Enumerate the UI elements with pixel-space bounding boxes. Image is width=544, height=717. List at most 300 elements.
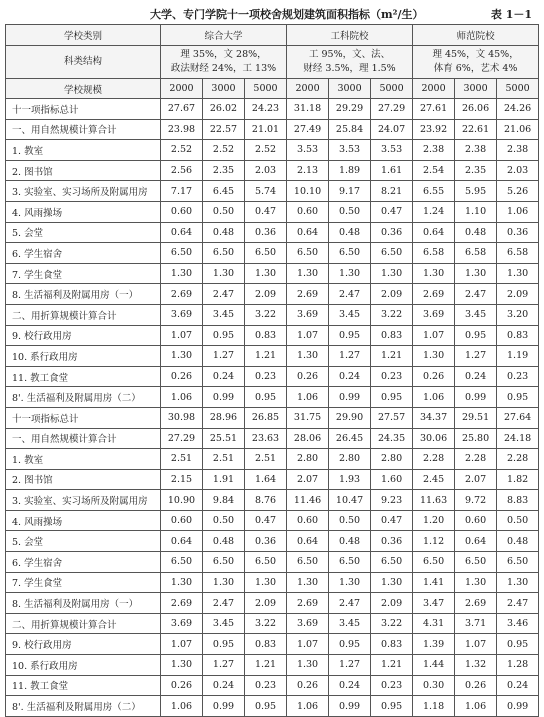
value-cell: 9.72 <box>455 490 497 511</box>
header-row-structure <box>6 46 539 79</box>
value-cell: 2.09 <box>245 284 287 305</box>
value-cell: 2.69 <box>161 593 203 614</box>
value-cell: 0.64 <box>455 531 497 552</box>
value-cell: 0.50 <box>497 510 539 531</box>
value-cell: 1.32 <box>455 655 497 676</box>
value-cell: 2.03 <box>497 160 539 181</box>
value-cell: 0.99 <box>203 387 245 408</box>
value-cell: 2.80 <box>329 449 371 470</box>
table-row <box>6 366 539 387</box>
value-cell: 5.74 <box>245 181 287 202</box>
value-cell: 21.01 <box>245 119 287 140</box>
group-header: 综合大学 <box>161 25 287 46</box>
table-row <box>6 531 539 552</box>
value-cell: 29.90 <box>329 407 371 428</box>
value-cell: 1.30 <box>497 263 539 284</box>
value-cell: 1.30 <box>245 572 287 593</box>
value-cell: 3.53 <box>287 140 329 161</box>
value-cell: 0.95 <box>497 634 539 655</box>
value-cell: 0.26 <box>455 675 497 696</box>
row-label: 二、用折算规模计算合计 <box>6 304 161 325</box>
value-cell: 28.96 <box>203 407 245 428</box>
value-cell: 5.26 <box>497 181 539 202</box>
value-cell: 1.20 <box>413 510 455 531</box>
value-cell: 0.36 <box>245 531 287 552</box>
value-cell: 1.41 <box>413 572 455 593</box>
value-cell: 0.48 <box>329 222 371 243</box>
value-cell: 4.31 <box>413 613 455 634</box>
value-cell: 6.55 <box>413 181 455 202</box>
value-cell: 10.10 <box>287 181 329 202</box>
value-cell: 1.61 <box>371 160 413 181</box>
value-cell: 2.09 <box>245 593 287 614</box>
value-cell: 2.47 <box>329 593 371 614</box>
value-cell: 2.51 <box>203 449 245 470</box>
value-cell: 25.84 <box>329 119 371 140</box>
scale-cell: 3000 <box>455 79 497 99</box>
table-row <box>6 490 539 511</box>
value-cell: 0.36 <box>371 222 413 243</box>
value-cell: 2.15 <box>161 469 203 490</box>
value-cell: 0.50 <box>203 510 245 531</box>
value-cell: 0.64 <box>161 531 203 552</box>
value-cell: 27.29 <box>371 99 413 120</box>
value-cell: 1.27 <box>329 346 371 367</box>
value-cell: 1.19 <box>497 346 539 367</box>
value-cell: 6.45 <box>203 181 245 202</box>
value-cell: 1.39 <box>413 634 455 655</box>
value-cell: 6.50 <box>203 552 245 573</box>
value-cell: 24.18 <box>497 428 539 449</box>
value-cell: 1.30 <box>413 346 455 367</box>
value-cell: 1.89 <box>329 160 371 181</box>
structure-cell <box>413 46 539 79</box>
value-cell: 23.92 <box>413 119 455 140</box>
row-label: 十一项指标总计 <box>6 99 161 120</box>
value-cell: 1.06 <box>161 696 203 717</box>
table-row <box>6 510 539 531</box>
value-cell: 3.45 <box>329 613 371 634</box>
value-cell: 1.30 <box>203 572 245 593</box>
value-cell: 1.21 <box>245 346 287 367</box>
value-cell: 1.30 <box>161 572 203 593</box>
value-cell: 0.26 <box>161 366 203 387</box>
value-cell: 2.52 <box>203 140 245 161</box>
value-cell: 1.07 <box>161 325 203 346</box>
area-index-table <box>5 24 539 717</box>
value-cell: 25.80 <box>455 428 497 449</box>
value-cell: 3.69 <box>287 613 329 634</box>
value-cell: 1.21 <box>371 655 413 676</box>
value-cell: 1.30 <box>455 572 497 593</box>
value-cell: 27.49 <box>287 119 329 140</box>
value-cell: 0.23 <box>245 675 287 696</box>
value-cell: 2.80 <box>287 449 329 470</box>
value-cell: 6.50 <box>455 552 497 573</box>
value-cell: 6.50 <box>161 552 203 573</box>
value-cell: 0.99 <box>497 696 539 717</box>
value-cell: 25.51 <box>203 428 245 449</box>
value-cell: 0.95 <box>329 325 371 346</box>
table-row <box>6 304 539 325</box>
value-cell: 30.06 <box>413 428 455 449</box>
value-cell: 1.30 <box>203 263 245 284</box>
value-cell: 21.06 <box>497 119 539 140</box>
value-cell: 24.23 <box>245 99 287 120</box>
value-cell: 0.99 <box>455 387 497 408</box>
value-cell: 1.06 <box>287 387 329 408</box>
table-row <box>6 675 539 696</box>
value-cell: 0.48 <box>203 222 245 243</box>
scale-cell: 5000 <box>371 79 413 99</box>
value-cell: 3.69 <box>413 304 455 325</box>
value-cell: 3.22 <box>245 304 287 325</box>
value-cell: 2.28 <box>413 449 455 470</box>
value-cell: 31.75 <box>287 407 329 428</box>
value-cell: 1.60 <box>371 469 413 490</box>
value-cell: 27.29 <box>161 428 203 449</box>
value-cell: 0.83 <box>245 634 287 655</box>
value-cell: 1.06 <box>287 696 329 717</box>
value-cell: 0.23 <box>245 366 287 387</box>
value-cell: 0.60 <box>161 201 203 222</box>
table-row <box>6 552 539 573</box>
value-cell: 27.64 <box>497 407 539 428</box>
row-label: 10. 系行政用房 <box>6 655 161 676</box>
value-cell: 0.24 <box>329 366 371 387</box>
row-label: 7. 学生食堂 <box>6 263 161 284</box>
value-cell: 1.30 <box>287 346 329 367</box>
value-cell: 24.35 <box>371 428 413 449</box>
value-cell: 1.30 <box>245 263 287 284</box>
table-row <box>6 181 539 202</box>
row-label: 1. 教室 <box>6 449 161 470</box>
structure-cell <box>287 46 413 79</box>
value-cell: 2.69 <box>287 284 329 305</box>
table-row <box>6 99 539 120</box>
value-cell: 0.23 <box>497 366 539 387</box>
value-cell: 3.69 <box>161 304 203 325</box>
row-label: 8'. 生活福利及附属用房（二） <box>6 696 161 717</box>
value-cell: 6.50 <box>161 243 203 264</box>
value-cell: 3.20 <box>497 304 539 325</box>
row-label: 8. 生活福利及附属用房（一） <box>6 593 161 614</box>
row-label: 2. 图书馆 <box>6 160 161 181</box>
value-cell: 0.23 <box>371 366 413 387</box>
value-cell: 0.36 <box>497 222 539 243</box>
scale-label: 学校规模 <box>6 79 161 99</box>
value-cell: 2.80 <box>371 449 413 470</box>
value-cell: 3.22 <box>371 613 413 634</box>
value-cell: 0.95 <box>371 696 413 717</box>
value-cell: 2.47 <box>203 593 245 614</box>
value-cell: 0.47 <box>245 510 287 531</box>
value-cell: 0.95 <box>329 634 371 655</box>
row-label: 11. 教工食堂 <box>6 675 161 696</box>
value-cell: 0.24 <box>455 366 497 387</box>
value-cell: 0.95 <box>245 696 287 717</box>
row-label: 十一项指标总计 <box>6 407 161 428</box>
row-label: 二、用折算规模计算合计 <box>6 613 161 634</box>
structure-label: 科类结构 <box>6 46 161 79</box>
value-cell: 2.35 <box>203 160 245 181</box>
scale-cell: 5000 <box>497 79 539 99</box>
value-cell: 31.18 <box>287 99 329 120</box>
value-cell: 2.09 <box>371 284 413 305</box>
row-label: 5. 会堂 <box>6 531 161 552</box>
value-cell: 34.37 <box>413 407 455 428</box>
value-cell: 0.60 <box>161 510 203 531</box>
value-cell: 1.30 <box>497 572 539 593</box>
value-cell: 6.50 <box>497 552 539 573</box>
value-cell: 0.95 <box>371 387 413 408</box>
value-cell: 3.45 <box>455 304 497 325</box>
value-cell: 0.26 <box>161 675 203 696</box>
table-title: 大学、专门学院十一项校舍规划建筑面积指标（m²/生） <box>150 8 424 21</box>
value-cell: 3.46 <box>497 613 539 634</box>
value-cell: 22.57 <box>203 119 245 140</box>
scale-cell: 3000 <box>329 79 371 99</box>
table-row <box>6 696 539 717</box>
value-cell: 27.67 <box>161 99 203 120</box>
category-label: 学校类别 <box>6 25 161 46</box>
value-cell: 6.50 <box>245 552 287 573</box>
value-cell: 2.69 <box>161 284 203 305</box>
value-cell: 1.30 <box>161 346 203 367</box>
table-row <box>6 634 539 655</box>
table-row <box>6 119 539 140</box>
value-cell: 11.63 <box>413 490 455 511</box>
value-cell: 2.28 <box>455 449 497 470</box>
value-cell: 1.07 <box>455 634 497 655</box>
value-cell: 0.36 <box>371 531 413 552</box>
table-row <box>6 263 539 284</box>
value-cell: 9.23 <box>371 490 413 511</box>
value-cell: 2.52 <box>245 140 287 161</box>
value-cell: 2.13 <box>287 160 329 181</box>
value-cell: 0.24 <box>497 675 539 696</box>
value-cell: 23.63 <box>245 428 287 449</box>
scale-cell: 5000 <box>245 79 287 99</box>
value-cell: 0.99 <box>329 387 371 408</box>
value-cell: 1.30 <box>371 263 413 284</box>
value-cell: 1.30 <box>161 263 203 284</box>
table-row <box>6 243 539 264</box>
value-cell: 6.50 <box>329 552 371 573</box>
value-cell: 0.47 <box>371 510 413 531</box>
value-cell: 1.06 <box>455 696 497 717</box>
value-cell: 2.35 <box>455 160 497 181</box>
table-row <box>6 201 539 222</box>
value-cell: 1.07 <box>287 325 329 346</box>
value-cell: 0.83 <box>371 634 413 655</box>
row-label: 10. 系行政用房 <box>6 346 161 367</box>
value-cell: 6.58 <box>497 243 539 264</box>
value-cell: 2.69 <box>287 593 329 614</box>
scale-cell: 2000 <box>287 79 329 99</box>
table-caption <box>0 6 544 22</box>
value-cell: 1.30 <box>161 655 203 676</box>
value-cell: 10.90 <box>161 490 203 511</box>
value-cell: 1.07 <box>413 325 455 346</box>
value-cell: 1.27 <box>203 655 245 676</box>
value-cell: 0.26 <box>287 366 329 387</box>
value-cell: 29.51 <box>455 407 497 428</box>
value-cell: 2.03 <box>245 160 287 181</box>
value-cell: 1.64 <box>245 469 287 490</box>
structure-cell <box>161 46 287 79</box>
table-row <box>6 428 539 449</box>
value-cell: 24.26 <box>497 99 539 120</box>
row-label: 4. 风雨操场 <box>6 201 161 222</box>
value-cell: 27.57 <box>371 407 413 428</box>
value-cell: 8.76 <box>245 490 287 511</box>
value-cell: 0.95 <box>455 325 497 346</box>
value-cell: 1.30 <box>287 572 329 593</box>
value-cell: 1.28 <box>497 655 539 676</box>
value-cell: 1.27 <box>203 346 245 367</box>
value-cell: 2.09 <box>497 284 539 305</box>
value-cell: 0.64 <box>161 222 203 243</box>
row-label: 8'. 生活福利及附属用房（二） <box>6 387 161 408</box>
value-cell: 3.71 <box>455 613 497 634</box>
value-cell: 2.52 <box>161 140 203 161</box>
structure-line: 财经 3.5%，理 1.5% <box>303 63 396 74</box>
value-cell: 0.60 <box>287 201 329 222</box>
value-cell: 3.45 <box>329 304 371 325</box>
table-row <box>6 325 539 346</box>
row-label: 11. 教工食堂 <box>6 366 161 387</box>
row-label: 一、用自然规模计算合计 <box>6 428 161 449</box>
value-cell: 0.23 <box>371 675 413 696</box>
value-cell: 28.06 <box>287 428 329 449</box>
value-cell: 2.51 <box>245 449 287 470</box>
row-label: 3. 实验室、实习场所及附属用房 <box>6 490 161 511</box>
value-cell: 2.56 <box>161 160 203 181</box>
value-cell: 0.99 <box>203 696 245 717</box>
table-row <box>6 140 539 161</box>
value-cell: 1.10 <box>455 201 497 222</box>
structure-line: 政法财经 24%，工 13% <box>170 63 277 74</box>
value-cell: 0.64 <box>413 222 455 243</box>
structure-line: 理 35%，文 28%， <box>180 49 267 60</box>
value-cell: 3.53 <box>371 140 413 161</box>
value-cell: 8.21 <box>371 181 413 202</box>
value-cell: 1.06 <box>161 387 203 408</box>
table-row <box>6 572 539 593</box>
value-cell: 6.58 <box>413 243 455 264</box>
group-header: 工科院校 <box>287 25 413 46</box>
value-cell: 0.48 <box>329 531 371 552</box>
value-cell: 0.83 <box>497 325 539 346</box>
row-label: 4. 风雨操场 <box>6 510 161 531</box>
value-cell: 2.09 <box>371 593 413 614</box>
structure-line: 体育 6%，艺术 4% <box>433 63 518 74</box>
table-row <box>6 613 539 634</box>
value-cell: 1.24 <box>413 201 455 222</box>
value-cell: 26.45 <box>329 428 371 449</box>
table-row <box>6 593 539 614</box>
value-cell: 6.50 <box>287 243 329 264</box>
scale-cell: 2000 <box>161 79 203 99</box>
table-row <box>6 387 539 408</box>
table-body <box>6 99 539 717</box>
value-cell: 1.93 <box>329 469 371 490</box>
value-cell: 0.48 <box>203 531 245 552</box>
value-cell: 5.95 <box>455 181 497 202</box>
value-cell: 9.17 <box>329 181 371 202</box>
value-cell: 3.22 <box>371 304 413 325</box>
value-cell: 1.07 <box>287 634 329 655</box>
value-cell: 0.30 <box>413 675 455 696</box>
value-cell: 1.06 <box>413 387 455 408</box>
row-label: 2. 图书馆 <box>6 469 161 490</box>
value-cell: 1.30 <box>329 572 371 593</box>
value-cell: 6.50 <box>203 243 245 264</box>
value-cell: 1.12 <box>413 531 455 552</box>
value-cell: 24.07 <box>371 119 413 140</box>
value-cell: 0.47 <box>371 201 413 222</box>
value-cell: 6.50 <box>371 243 413 264</box>
value-cell: 1.30 <box>329 263 371 284</box>
value-cell: 3.22 <box>245 613 287 634</box>
value-cell: 1.44 <box>413 655 455 676</box>
value-cell: 3.69 <box>161 613 203 634</box>
value-cell: 2.38 <box>497 140 539 161</box>
value-cell: 2.07 <box>287 469 329 490</box>
value-cell: 1.30 <box>371 572 413 593</box>
value-cell: 1.30 <box>455 263 497 284</box>
structure-line: 理 45%，文 45%， <box>432 49 519 60</box>
value-cell: 6.58 <box>455 243 497 264</box>
table-row <box>6 160 539 181</box>
value-cell: 1.21 <box>245 655 287 676</box>
value-cell: 0.64 <box>287 222 329 243</box>
value-cell: 2.47 <box>203 284 245 305</box>
table-row <box>6 407 539 428</box>
row-label: 1. 教室 <box>6 140 161 161</box>
value-cell: 0.95 <box>497 387 539 408</box>
value-cell: 2.38 <box>455 140 497 161</box>
value-cell: 2.51 <box>161 449 203 470</box>
value-cell: 0.50 <box>329 510 371 531</box>
value-cell: 1.27 <box>329 655 371 676</box>
value-cell: 0.83 <box>371 325 413 346</box>
row-label: 一、用自然规模计算合计 <box>6 119 161 140</box>
value-cell: 0.36 <box>245 222 287 243</box>
value-cell: 9.84 <box>203 490 245 511</box>
value-cell: 1.82 <box>497 469 539 490</box>
row-label: 6. 学生宿舍 <box>6 552 161 573</box>
group-header: 师范院校 <box>413 25 539 46</box>
value-cell: 1.21 <box>371 346 413 367</box>
value-cell: 0.26 <box>413 366 455 387</box>
value-cell: 2.28 <box>497 449 539 470</box>
value-cell: 2.69 <box>413 284 455 305</box>
value-cell: 0.95 <box>203 325 245 346</box>
value-cell: 2.38 <box>413 140 455 161</box>
value-cell: 0.24 <box>203 675 245 696</box>
value-cell: 1.18 <box>413 696 455 717</box>
value-cell: 3.45 <box>203 304 245 325</box>
value-cell: 0.48 <box>497 531 539 552</box>
value-cell: 2.47 <box>455 284 497 305</box>
row-label: 7. 学生食堂 <box>6 572 161 593</box>
table-number: 表 1－1 <box>490 8 532 21</box>
value-cell: 3.53 <box>329 140 371 161</box>
value-cell: 0.50 <box>329 201 371 222</box>
table-row <box>6 284 539 305</box>
